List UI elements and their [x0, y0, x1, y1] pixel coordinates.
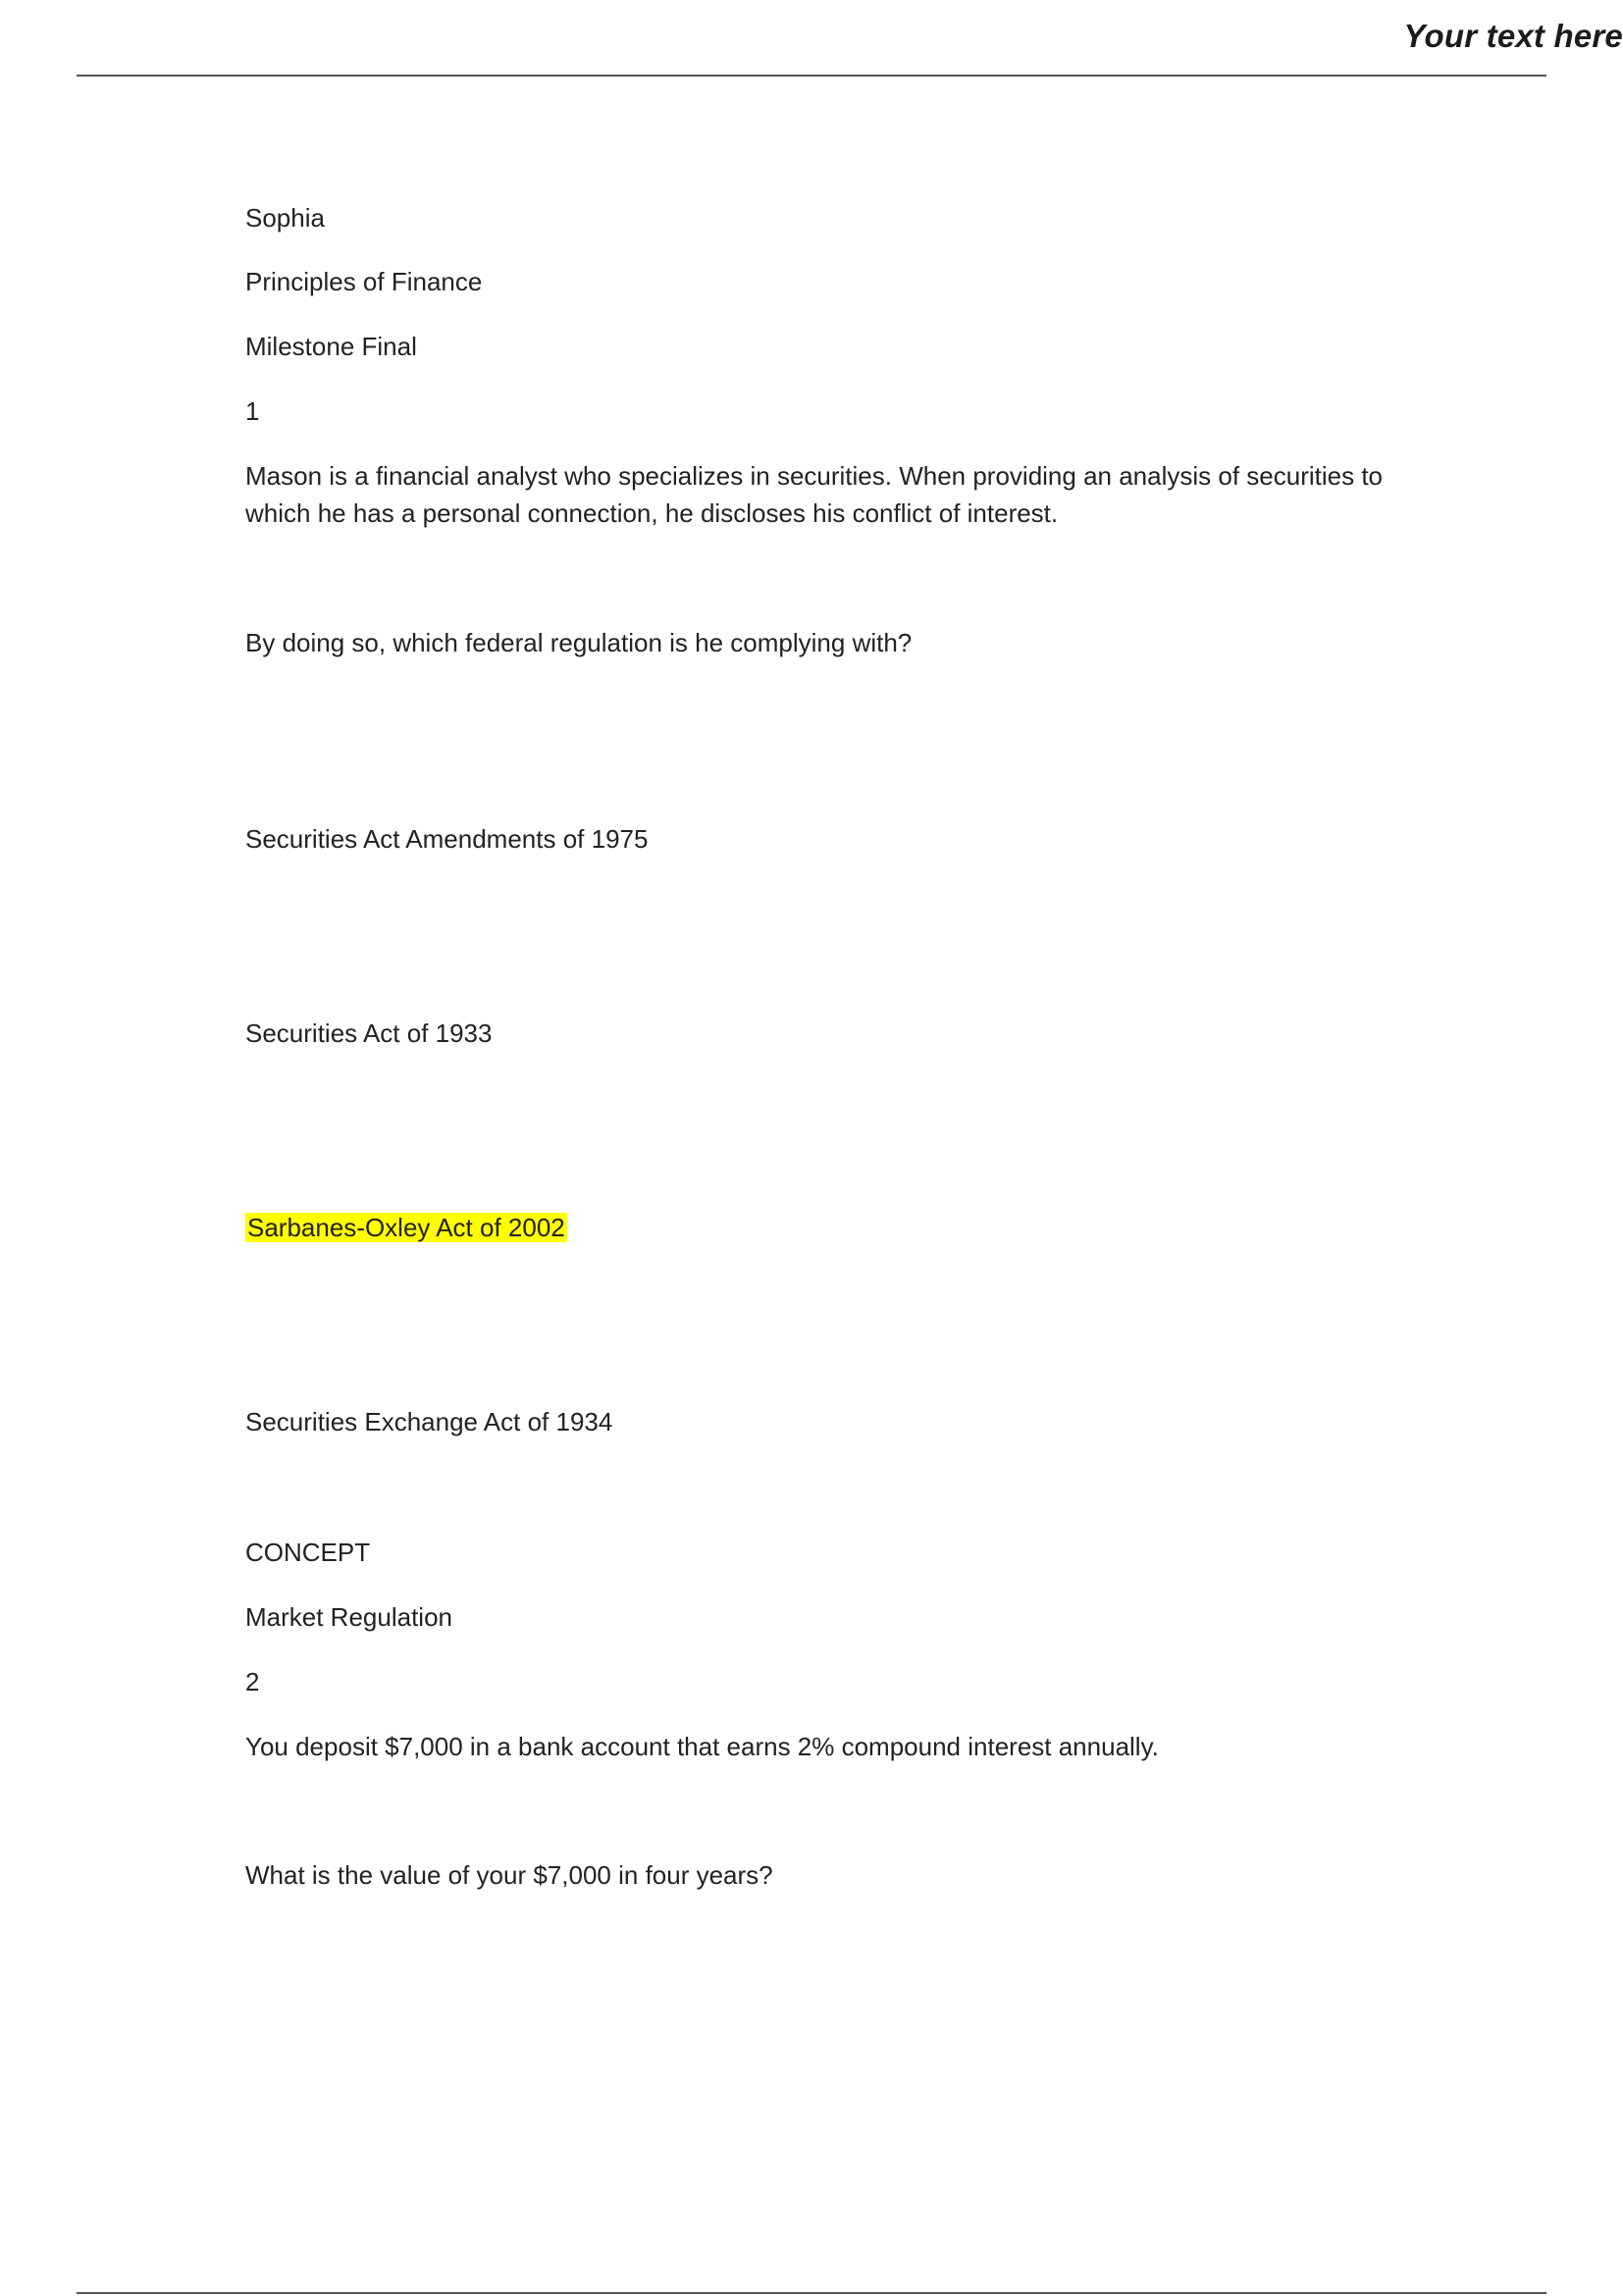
answer-option-highlighted — [245, 1209, 567, 1246]
question-number: 2 — [245, 1667, 260, 1696]
question-number: 1 — [245, 396, 260, 426]
question-text: By doing so, which federal regulation is he complying with? — [245, 628, 913, 657]
footer-rule — [77, 2292, 1546, 2294]
answer-option: Securities Exchange Act of 1934 — [245, 1407, 613, 1436]
question-prompt: You deposit $7,000 in a bank account that earns 2% compound interest annually. — [245, 1732, 1159, 1761]
page-header-text: Your text here — [1403, 18, 1623, 54]
question-text: What is the value of your $7,000 in four years? — [245, 1860, 773, 1890]
author-name: Sophia — [245, 203, 325, 233]
answer-option: Securities Act of 1933 — [245, 1018, 493, 1048]
header-rule — [77, 75, 1546, 77]
concept-label: CONCEPT — [245, 1538, 371, 1567]
concept-name: Market Regulation — [245, 1602, 452, 1632]
question-prompt: Mason is a financial analyst who specializes in securities. When providing an analysis of securities to which he has a personal connection, he discloses his conflict of interest. — [245, 461, 1384, 528]
course-title: Principles of Finance — [245, 267, 483, 296]
assignment-title: Milestone Final — [245, 332, 417, 361]
answer-highlight: Sarbanes-Oxley Act of 2002 — [247, 1213, 565, 1242]
answer-option: Securities Act Amendments of 1975 — [245, 824, 649, 854]
